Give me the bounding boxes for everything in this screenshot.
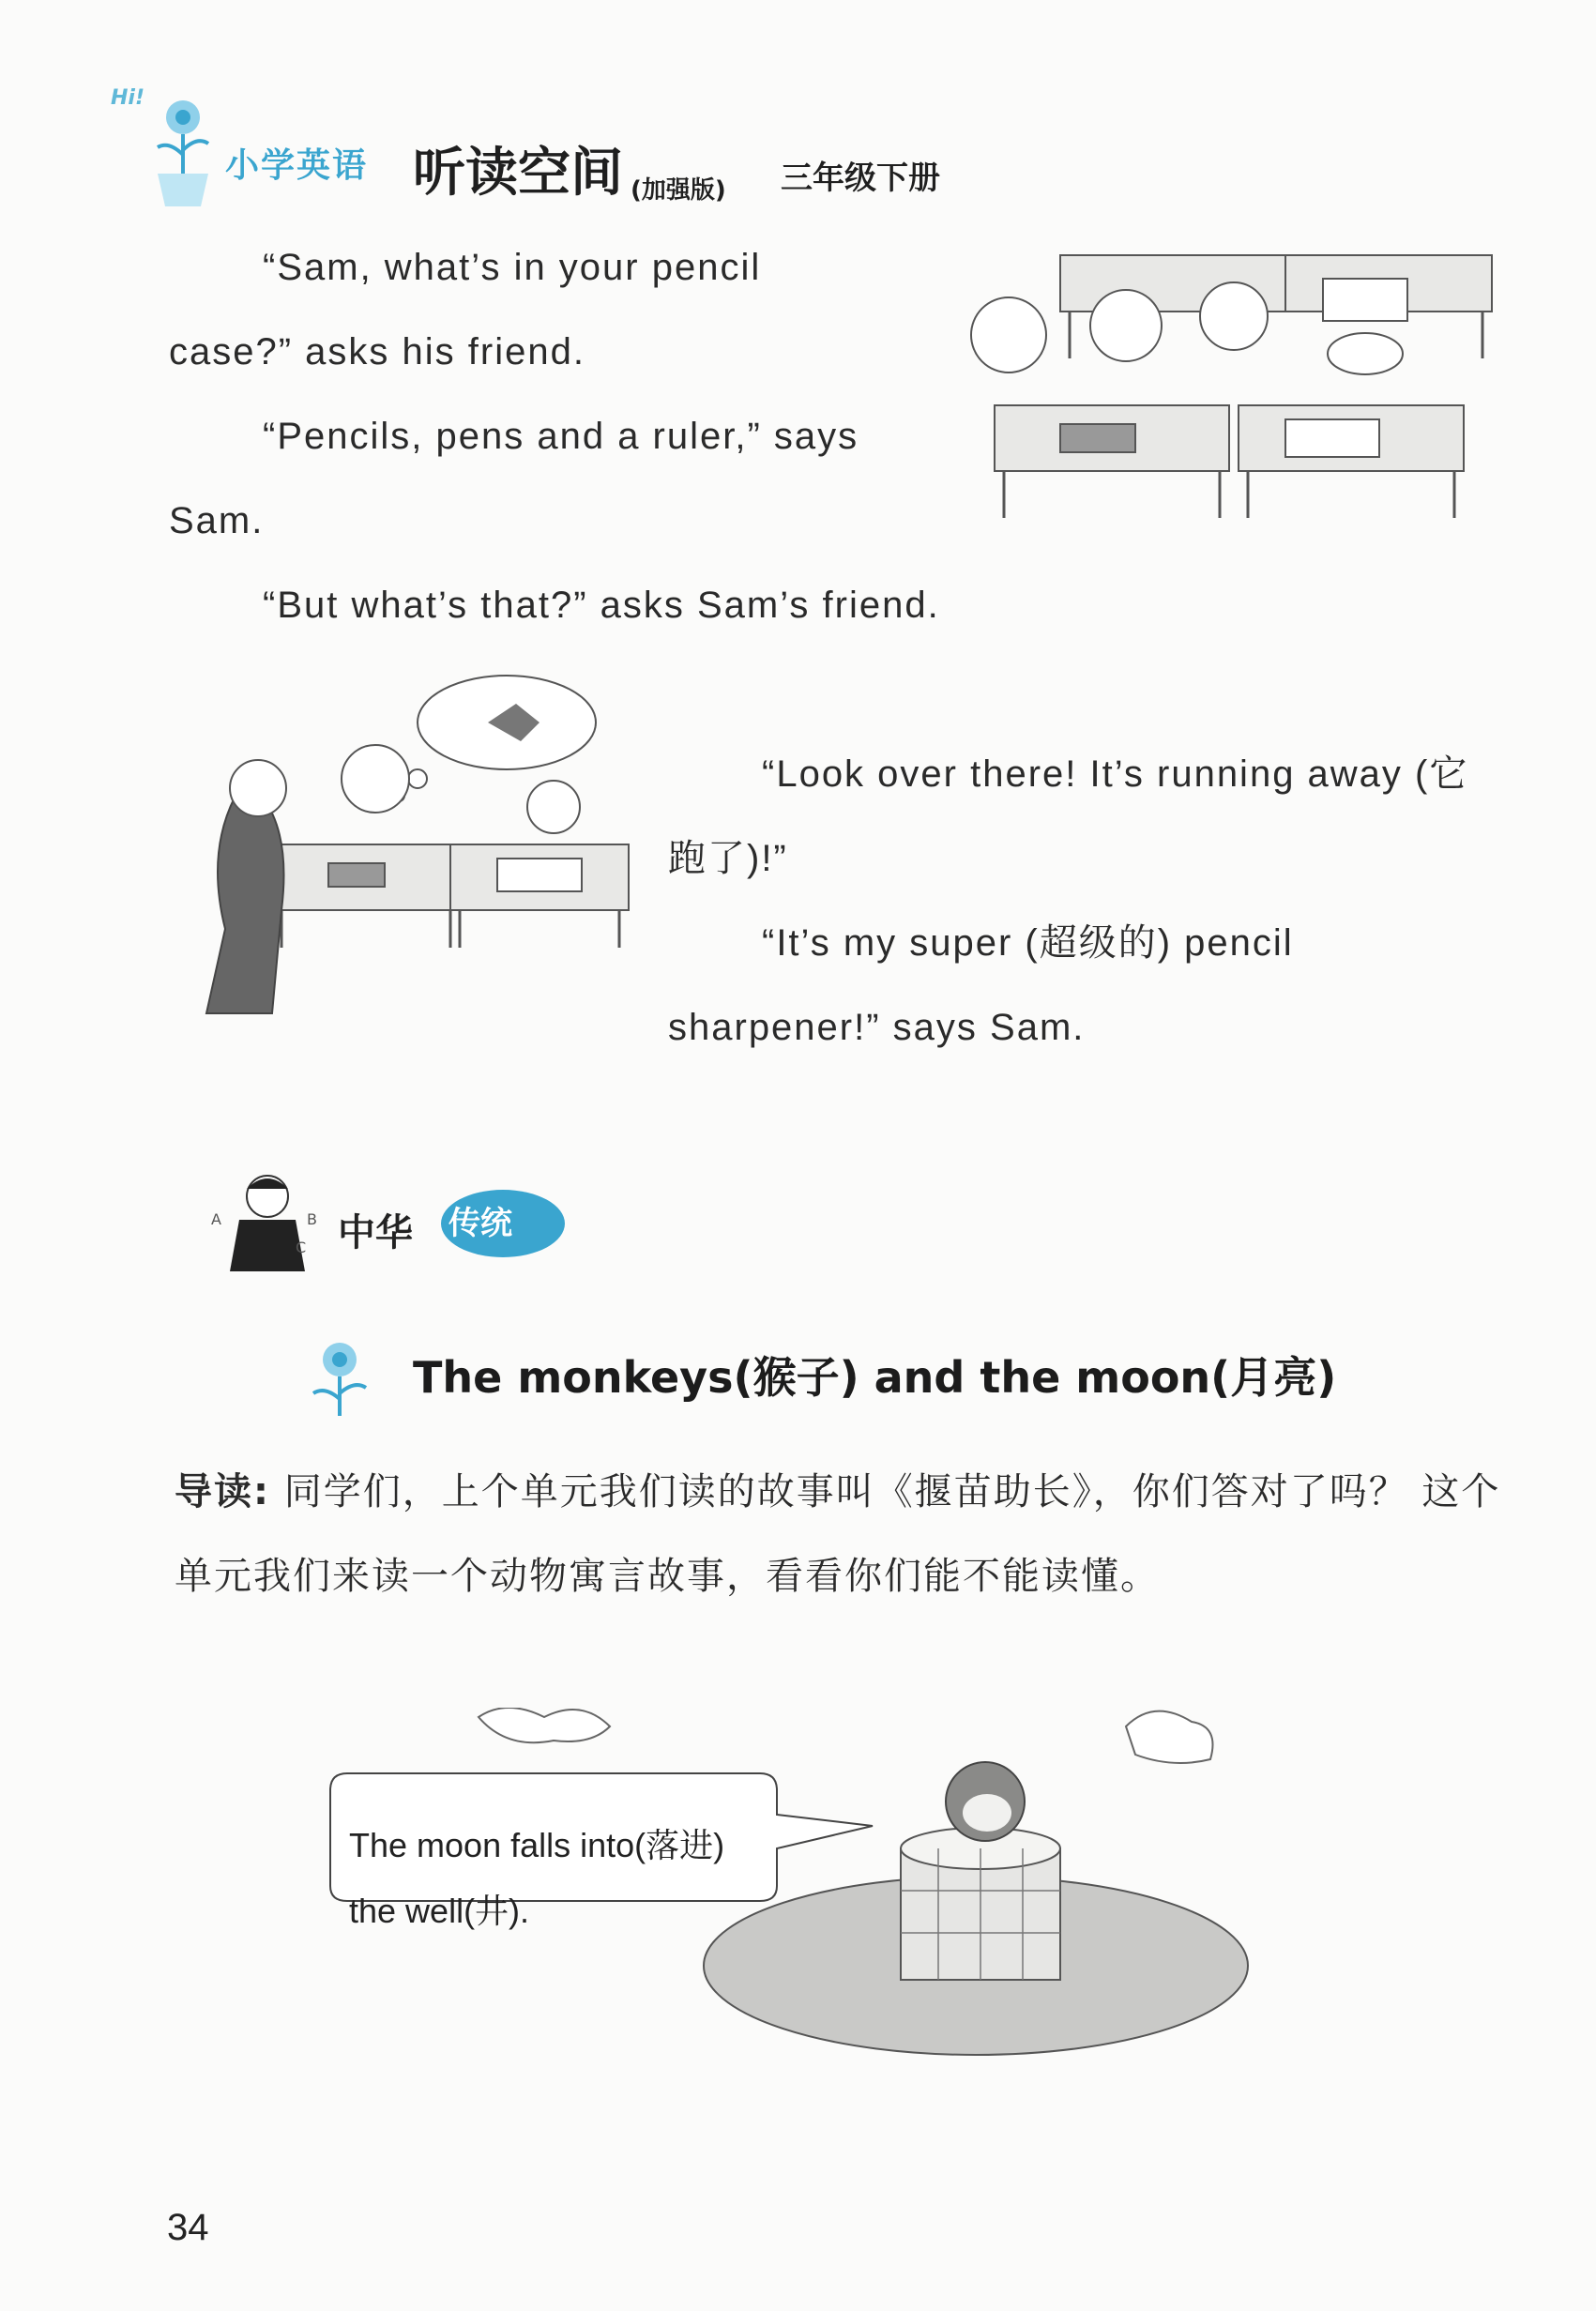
svg-text:C: C xyxy=(296,1239,307,1256)
bubble-line-1: The moon falls into(落进) xyxy=(349,1826,725,1864)
section-tag-text: 传统 xyxy=(448,1205,512,1242)
story-paragraph-3: “But what’s that?” asks Sam’s friend. xyxy=(263,585,940,626)
story-paragraphs-right xyxy=(668,732,1494,1070)
grade-label: 三年级下册 xyxy=(781,160,940,197)
story-paragraph-4: “Look over there! It’s running away (它跑了)!” xyxy=(668,753,1469,879)
svg-text:A: A xyxy=(211,1210,221,1228)
story-paragraph-1: “Sam, what’s in your pencil case?” asks his friend. xyxy=(169,247,762,372)
story-paragraph-2: “Pencils, pens and a ruler,” says Sam. xyxy=(169,416,859,541)
section-label: 中华 xyxy=(338,1211,413,1254)
header-hi: Hi! xyxy=(111,86,144,110)
bubble-line-2: the well(井). xyxy=(349,1892,530,1930)
svg-text:B: B xyxy=(307,1210,317,1228)
book-title: 听读空间 xyxy=(413,143,623,204)
story-paragraphs-top xyxy=(169,225,891,563)
fox-and-cat-illustration xyxy=(169,666,657,1023)
classroom-illustration xyxy=(938,246,1501,527)
book-edition: (加强版) xyxy=(631,176,726,205)
guide-label: 导读: xyxy=(175,1470,270,1513)
reading-guide xyxy=(175,1450,1507,1619)
flower-bullet-icon xyxy=(302,1337,377,1422)
guide-text: 同学们，上个单元我们读的故事叫《揠苗助长》，你们答对了吗？ 这个单元我们来读一个动物寓言故事，看看你们能不能读懂。 xyxy=(175,1470,1501,1598)
page-number: 34 xyxy=(167,2207,209,2248)
speech-bubble-text xyxy=(349,1813,790,1944)
story-title: The monkeys(猴子) and the moon(月亮) xyxy=(413,1352,1337,1403)
story-paragraphs-mid xyxy=(169,563,1041,647)
series-title: 小学英语 xyxy=(225,146,369,185)
story-paragraph-5: “It’s my super (超级的) pencil sharpener!” says Sam. xyxy=(668,922,1294,1048)
teacher-mascot-icon xyxy=(202,1168,333,1276)
